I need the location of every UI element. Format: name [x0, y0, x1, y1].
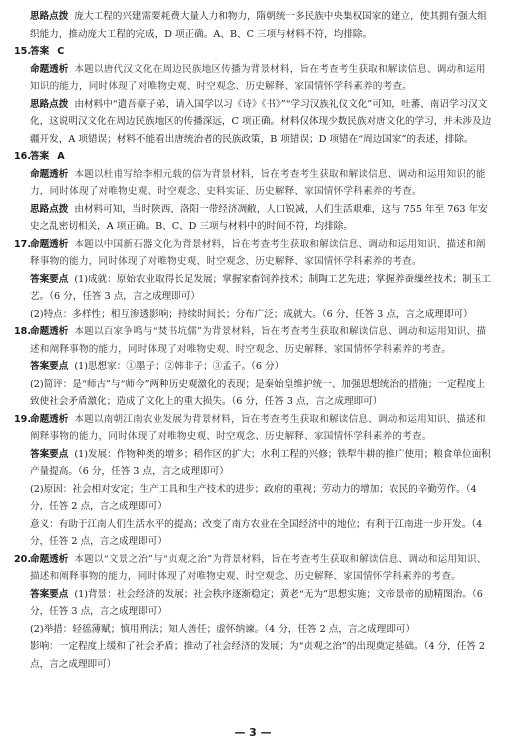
analysis-label: 命题透析 [30, 326, 69, 337]
q16-tips [14, 201, 492, 236]
q19-analysis [14, 411, 492, 446]
q16-tips-text: 由材料可知，当时陕西、洛阳一带经济凋敝，人口锐减，人们生活艰难，这与 755 年至 763 年安史之乱密切相关，A 项正确。B、C、D 三项与材料中的时间不符，均排除。 [30, 203, 488, 232]
q16-analysis [14, 166, 492, 201]
q19-key-1-text: (1)发展：作物种类的增多；稻作区的扩大；水利工程的兴修；铁犁牛耕的推广使用；粮食单位面积产量提高。（6 分，任答 3 点，言之成理即可） [30, 448, 491, 477]
q17-key-2 [14, 306, 492, 324]
q17-key-2-text: (2)特点：多样性；相互渗透影响；持续时间长；分布广泛；成就大。（6 分，任答 3 点，言之成理即可） [30, 308, 473, 320]
tips-label: 思路点拨 [30, 203, 69, 215]
tips-label: 思路点拨 [30, 11, 69, 22]
q17-number: 17. [14, 238, 31, 250]
q20-number: 20. [14, 553, 31, 565]
answer-label: 答案 [30, 46, 50, 57]
q18-number: 18. [14, 326, 31, 337]
q20-key-3-text: 影响：一定程度上缓和了社会矛盾；推动了社会经济的发展；为“贞观之治”的出现奠定基础。（4 分，任答 2 点，言之成理即可） [30, 641, 486, 670]
q15-answer [14, 43, 492, 61]
q15-number: 15. [14, 46, 31, 57]
tips-label: 思路点拨 [30, 98, 69, 110]
q16-number: 16. [14, 151, 31, 162]
q14-tips-text: 庞大工程的兴建需要耗费大量人力和物力，隋朝统一多民族中央集权国家的建立，使其拥有强大组织能力，推动庞大工程的完成，D 项正确。A、B、C 三项与材料不符，均排除。 [30, 11, 487, 40]
q15-analysis-text: 本题以唐代汉文化在周边民族地区传播为背景材料，旨在考查考生获取和解读信息、调动和运用知识的能力，同时体现了对唯物史观、时空观念、历史解释、家国情怀学科素养的考查。 [30, 63, 486, 92]
q16-answer [14, 148, 492, 166]
q19-key-2-text: (2)原因：社会相对安定；生产工具和生产技术的进步；政府的重视；劳动力的增加；农民的辛勤劳作。（4 分，任答 2 点，言之成理即可） [30, 483, 477, 512]
analysis-label: 命题透析 [30, 553, 69, 565]
q18-key-1 [14, 358, 492, 376]
q15-tips [14, 96, 492, 149]
q19-key-3-text: 意义：有助于江南人们生活水平的提高；改变了南方农业在全国经济中的地位；有利于江南进一步开发。（4 分，任答 2 点，言之成理即可） [30, 518, 483, 547]
analysis-label: 命题透析 [30, 413, 69, 425]
q15-tips-text: 由材料中“遣吾豪子弟，请入国学以习《诗》《书》”“学习汉族礼仪文化”可知，吐蕃、南诏学习汉文化，这说明汉文化在周边民族地区的传播深远，C 项正确。材料仅体现少数民族对唐文化的学习，并未涉及边疆开发，A 项错误；材料不能看出唐统治者的民族政策，B 项错误；D 项错在“周边国家”的表述，排除。 [30, 98, 492, 145]
q17-key-1 [14, 271, 492, 306]
q19-key-3 [14, 516, 492, 551]
q19-key-1 [14, 446, 492, 481]
q20-analysis [14, 551, 492, 586]
q19-analysis-text: 本题以南朝江南农业发展为背景材料，旨在考查考生获取和解读信息、调动和运用知识、描述和阐释事物的能力，同时体现了对唯物史观、时空观念、历史解释、家国情怀学科素养的考查。 [30, 413, 486, 442]
key-label: 答案要点 [30, 361, 69, 372]
q18-key-2-text: (2)简评：是“师古”与“师今”两种历史观激化的表现；是秦始皇维护统一、加强思想统治的措施；一定程度上致使社会矛盾激化；造成了文化上的重大损失。（6 分，任答 3 点，言之成理即可） [30, 378, 486, 407]
key-label: 答案要点 [30, 448, 69, 460]
analysis-label: 命题透析 [30, 238, 69, 250]
q19-key-2 [14, 481, 492, 516]
q17-analysis [14, 236, 492, 271]
q14-tips [14, 8, 492, 43]
q15-analysis [14, 61, 492, 96]
q17-key-1-text: (1)成就：原始农业取得长足发展；掌握家畜饲养技术；制陶工艺先进；掌握养蚕缫丝技术；制玉工艺。（6 分，任答 3 点，言之成理即可） [30, 273, 491, 302]
q16-analysis-text: 本题以杜甫写给李相元载的信为背景材料，旨在考查考生获取和解读信息、调动和运用知识的能力，同时体现了对唯物史观、时空观念、史料实证、历史解释、家国情怀学科素养的考查。 [30, 168, 486, 197]
q18-key-2 [14, 376, 492, 411]
key-label: 答案要点 [30, 273, 69, 285]
q18-analysis-text: 本题以百家争鸣与“焚书坑儒”为背景材料，旨在考查考生获取和解读信息、调动和运用知识、描述和阐释事物的能力，同时体现了对唯物史观、时空观念、历史解释、家国情怀学科素养的考查。 [30, 326, 487, 355]
q20-key-1-text: (1)背景：社会经济的发展；社会秩序逐渐稳定；黄老“无为”思想实施；文帝景帝的励精图治。（6 分，任答 3 点，言之成理即可） [30, 588, 483, 617]
q20-key-1 [14, 586, 492, 621]
analysis-label: 命题透析 [30, 63, 69, 75]
q20-key-3 [14, 638, 492, 673]
q18-analysis [14, 323, 492, 358]
q15-answer-value: C [57, 46, 65, 57]
q16-answer-value: A [57, 151, 65, 162]
q18-key-1-text: (1)思想家：①墨子；②韩非子；③孟子。（6 分） [74, 361, 285, 372]
q19-number: 19. [14, 413, 31, 425]
key-label: 答案要点 [30, 588, 69, 600]
q20-analysis-text: 本题以“文景之治”与“贞观之治”为背景材料，旨在考查考生获取和解读信息、调动和运用知识、描述和阐释事物的能力，同时体现了对唯物史观、时空观念、历史解释、家国情怀学科素养的考查。 [30, 553, 487, 582]
analysis-label: 命题透析 [30, 168, 69, 180]
q17-analysis-text: 本题以中国新石器文化为背景材料，旨在考查考生获取和解读信息、调动和运用知识、描述和阐释事物的能力，同时体现了对唯物史观、时空观念、历史解释、家国情怀学科素养的考查。 [30, 238, 486, 267]
q20-key-2-text: (2)举措：轻徭薄赋；慎用刑法；知人善任；虚怀纳谏。（4 分，任答 2 点，言之成理即可） [30, 623, 416, 635]
answer-label: 答案 [30, 151, 50, 162]
q20-key-2 [14, 621, 492, 639]
page-number: — 3 — [234, 726, 272, 739]
